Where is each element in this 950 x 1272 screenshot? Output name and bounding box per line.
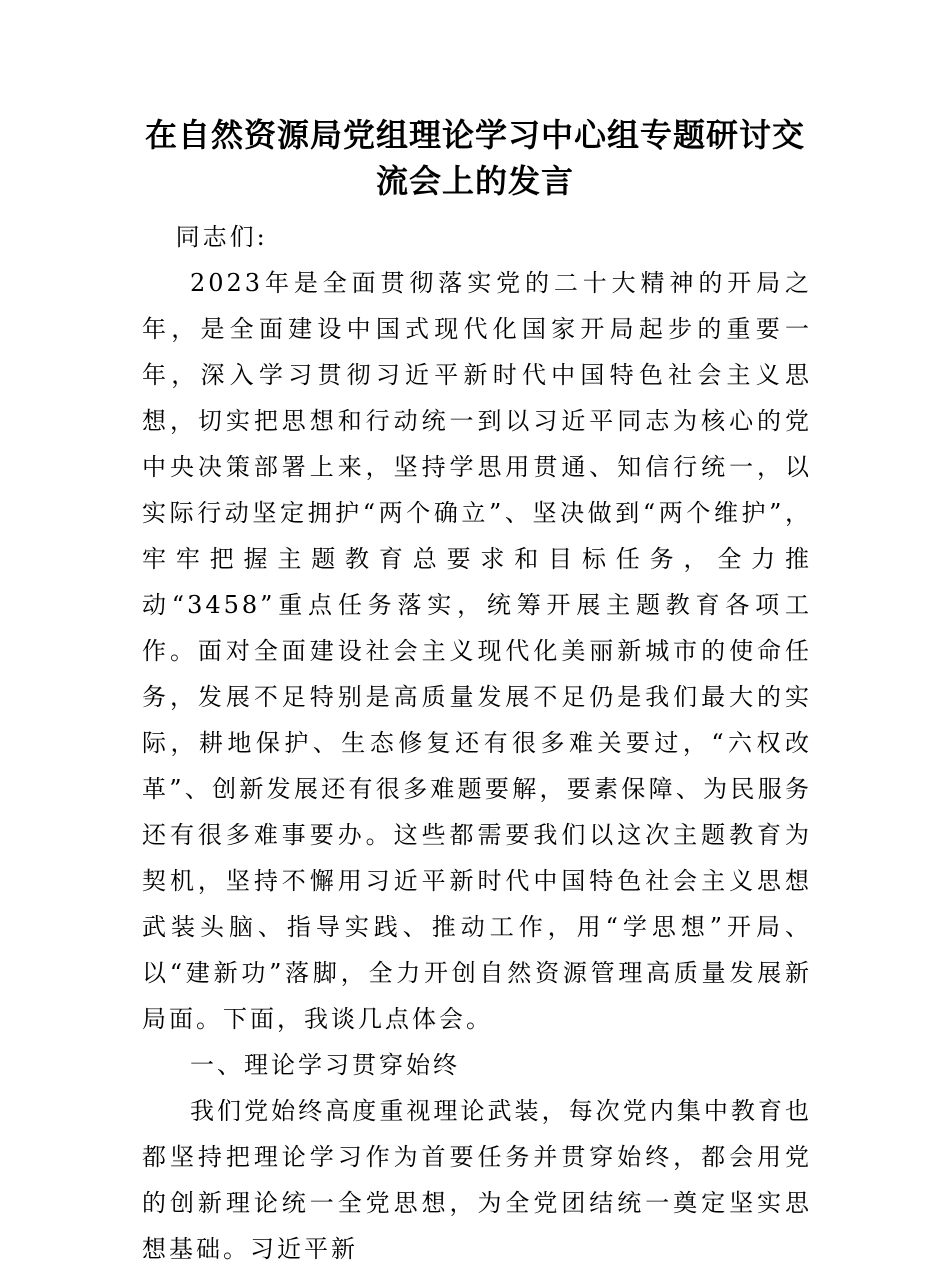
salutation: 同志们: <box>175 223 268 251</box>
section-heading: 一、理论学习贯穿始终 <box>190 1051 460 1079</box>
intro-paragraph: 2023年是全面贯彻落实党的二十大精神的开局之年，是全面建设中国式现代化国家开局起步的重要一年，深入学习贯彻习近平新时代中国特色社会主义思想，切实把思想和行动统一到以习近平同志为核心的党中央决策部署上来，坚持学思用贯通、知信行统一，以实际行动坚定拥护“两个确立”、坚决做到“两个维护”，牢牢把握主题教育总要求和目标任务，全力推动“3458”重点任务落实，统筹开展主题教育各项工作。面对全面建设社会主义现代化美丽新城市的使命任务，发展不足特别是高质量发展不足仍是我们最大的实际，耕地保护、生态修复还有很多难关要过，“六权改革”、创新发展还有很多难题要解，要素保障、为民服务还有很多难事要办。这些都需要我们以这次主题教育为契机，坚持不懈用习近平新时代中国特色社会主义思想武装头脑、指导实践、推动工作，用“学思想”开局、以“建新功”落脚，全力开创自然资源管理高质量发展新局面。下面，我谈几点体会。 <box>142 269 812 1033</box>
section-paragraph: 我们党始终高度重视理论武装，每次党内集中教育也都坚持把理论学习作为首要任务并贯穿始终，都会用党的创新理论统一全党思想，为全党团结统一奠定坚实思想基础。习近平新 <box>142 1097 812 1263</box>
document-body <box>142 214 812 1272</box>
document-title: 在自然资源局党组理论学习中心组专题研讨交流会上的发言 <box>144 116 805 200</box>
